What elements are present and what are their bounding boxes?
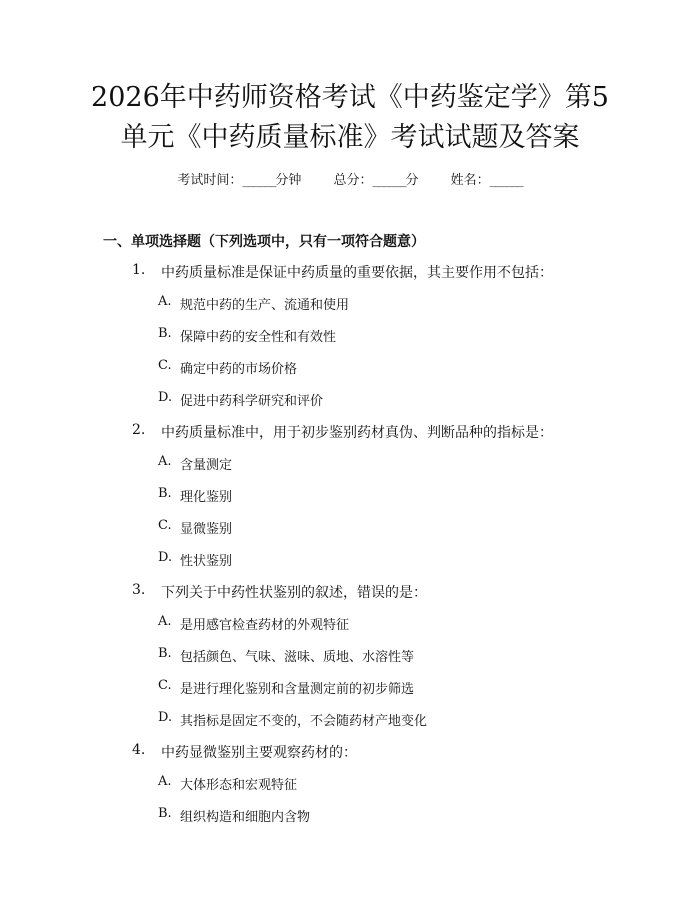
option-text: 保障中药的安全性和有效性 xyxy=(180,330,337,345)
option-letter: A. xyxy=(158,614,172,629)
question-number: 3. xyxy=(132,582,146,598)
option-text: 促进中药科学研究和评价 xyxy=(180,394,324,409)
option-letter: B. xyxy=(158,486,172,501)
option-text: 规范中药的生产、流通和使用 xyxy=(180,298,350,313)
question-text: 下列关于中药性状鉴别的叙述，错误的是： xyxy=(161,585,427,601)
option-letter: D. xyxy=(158,550,173,565)
option-letter: B. xyxy=(158,646,172,661)
option-letter: C. xyxy=(158,518,172,533)
document-title xyxy=(40,78,660,158)
option-text: 显微鉴别 xyxy=(180,522,233,537)
name-label: 姓名： xyxy=(450,173,490,188)
question-number: 4. xyxy=(132,742,146,758)
option-text: 性状鉴别 xyxy=(180,554,233,569)
option-text: 包括颜色、气味、滋味、质地、水溶性等 xyxy=(180,650,415,665)
option-letter: D. xyxy=(158,390,173,405)
title-line-1: 2026年中药师资格考试《中药鉴定学》第5 xyxy=(91,82,609,113)
question-text: 中药显微鉴别主要观察药材的： xyxy=(161,745,357,761)
option-text: 是用感官检查药材的外观特征 xyxy=(180,618,350,633)
total-score-field xyxy=(333,169,418,188)
option-letter: C. xyxy=(158,358,172,373)
option-letter: B. xyxy=(158,326,172,341)
exam-time-label: 考试时间： xyxy=(177,173,243,188)
option-letter: A. xyxy=(158,454,172,469)
option-letter: A. xyxy=(158,774,172,789)
question-text: 中药质量标准是保证中药质量的重要依据，其主要作用不包括： xyxy=(161,265,553,281)
name-blank: ______ xyxy=(489,173,523,188)
section-heading: 一、单项选择题（下列选项中，只有一项符合题意） xyxy=(103,234,425,250)
option-text: 是进行理化鉴别和含量测定前的初步筛选 xyxy=(180,682,415,697)
exam-time-field xyxy=(177,169,301,188)
title-line-2: 单元《中药质量标准》考试试题及答案 xyxy=(120,122,580,153)
option-letter: B. xyxy=(158,806,172,821)
option-text: 确定中药的市场价格 xyxy=(180,362,298,377)
question-number: 1. xyxy=(132,262,146,278)
total-score-unit: 分 xyxy=(405,173,419,188)
option-letter: C. xyxy=(158,678,172,693)
exam-time-blank: ______ xyxy=(242,173,276,188)
exam-time-unit: 分钟 xyxy=(275,173,302,188)
option-text: 理化鉴别 xyxy=(180,490,233,505)
total-score-blank: ______ xyxy=(372,173,406,188)
option-letter: D. xyxy=(158,710,173,725)
option-text: 其指标是固定不变的，不会随药材产地变化 xyxy=(180,714,428,729)
option-letter: A. xyxy=(158,294,172,309)
name-field xyxy=(451,169,523,188)
option-text: 组织构造和细胞内含物 xyxy=(180,810,311,825)
exam-info xyxy=(0,169,700,188)
total-score-label: 总分： xyxy=(333,173,373,188)
question-text: 中药质量标准中，用于初步鉴别药材真伪、判断品种的指标是： xyxy=(161,425,553,441)
option-text: 大体形态和宏观特征 xyxy=(180,778,298,793)
option-text: 含量测定 xyxy=(180,458,233,473)
question-number: 2. xyxy=(132,422,146,438)
